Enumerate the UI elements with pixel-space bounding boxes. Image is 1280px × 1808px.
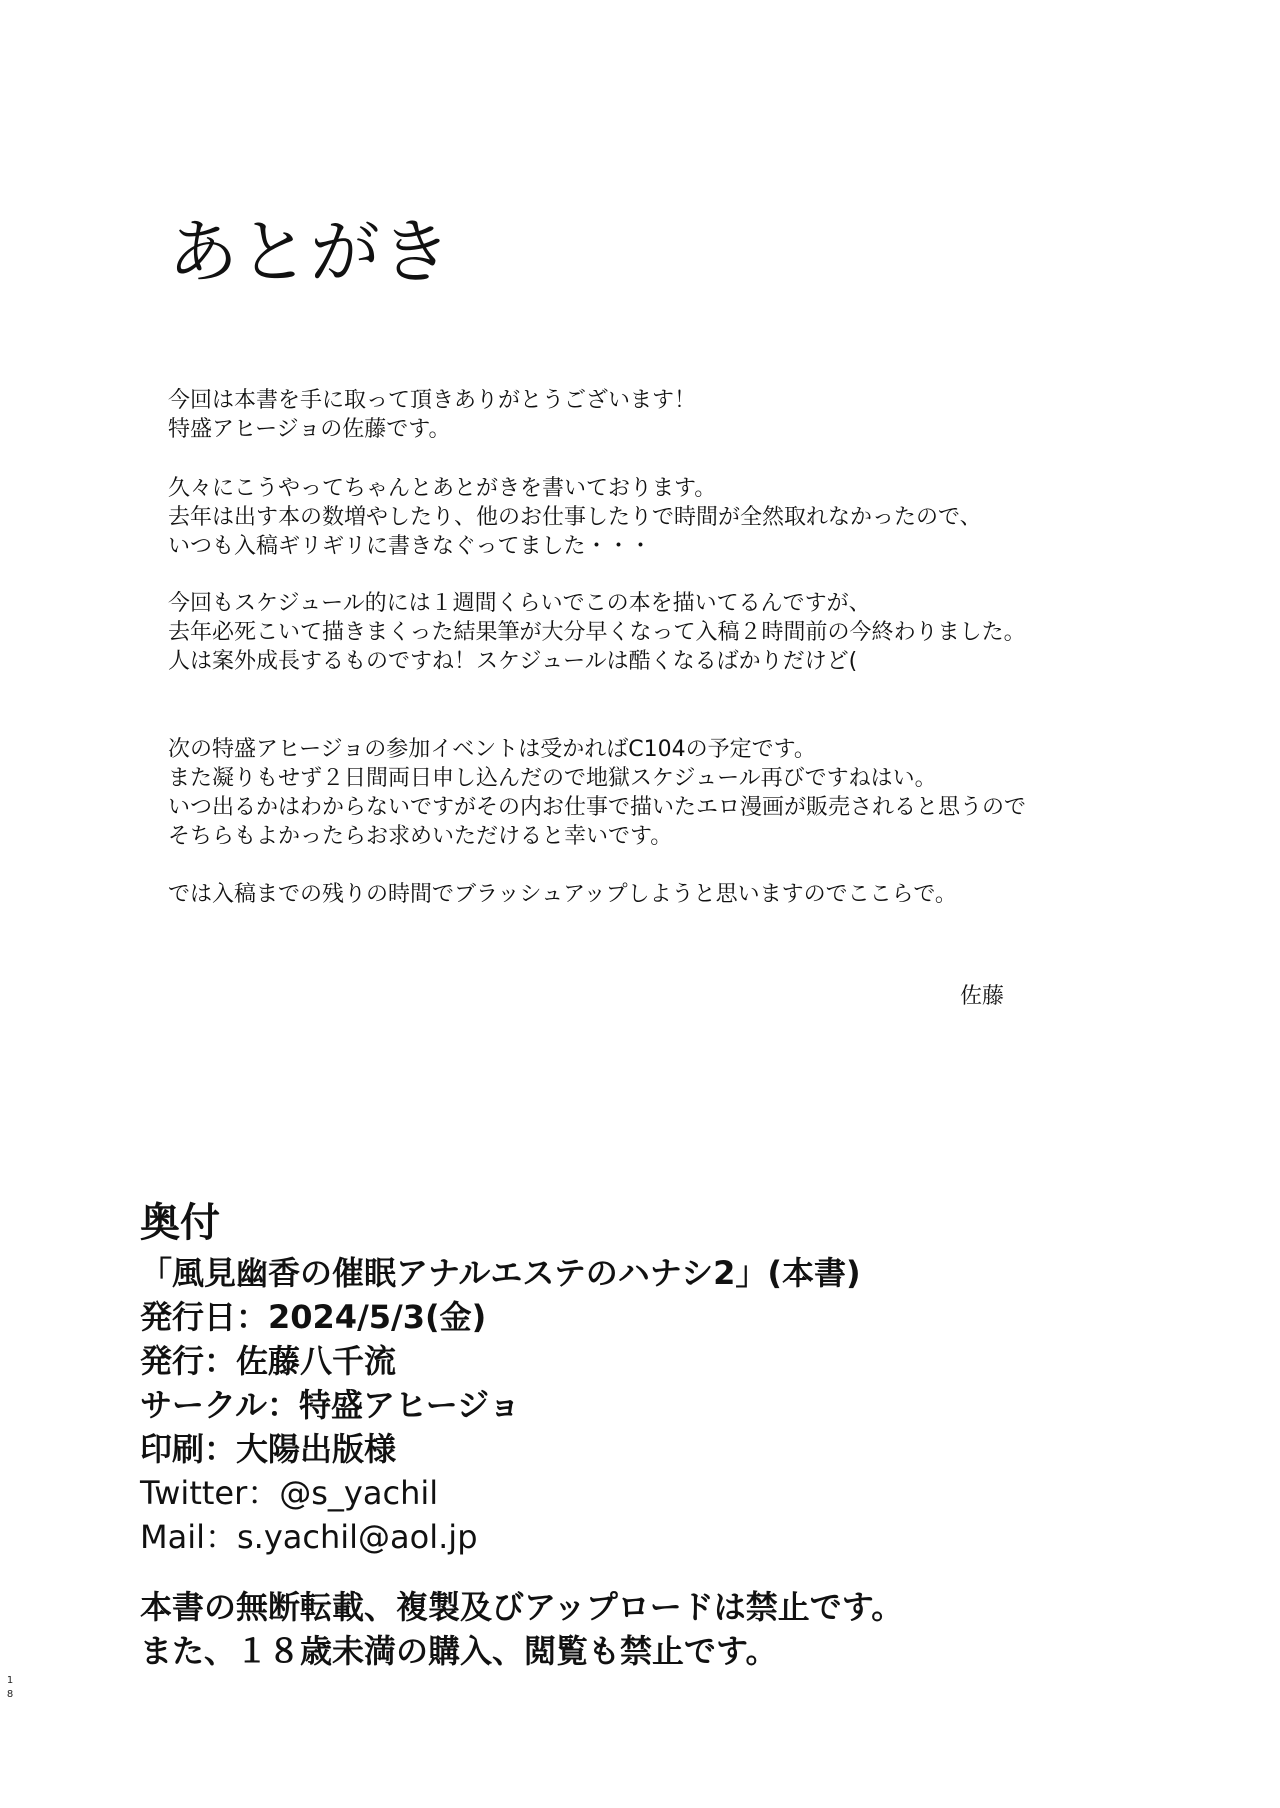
afterword-paragraph-5 [168, 880, 957, 909]
colophon-printer: 印刷：大陽出版様 [140, 1430, 397, 1468]
colophon-twitter: Twitter：@s_yachil [140, 1474, 439, 1512]
afterword-line: いつ出るかはわからないですがその内お仕事で描いたエロ漫画が販売されると思うので [168, 795, 1027, 820]
colophon-mail: Mail：s.yachil@aol.jp [140, 1518, 478, 1556]
afterword-line: また凝りもせず２日間両日申し込んだので地獄スケジュール再びですねはい。 [168, 766, 937, 791]
afterword-line: では入稿までの残りの時間でブラッシュアップしようと思いますのでここらで。 [168, 882, 957, 907]
afterword-line: いつも入稿ギリギリに書きなぐってました・・・ [168, 534, 652, 559]
afterword-signature: 佐藤 [960, 984, 1005, 1009]
notice-line: 本書の無断転載、複製及びアップロードは禁止です。 [140, 1588, 904, 1626]
colophon-release-date: 発行日：2024/5/3(金) [140, 1298, 487, 1336]
afterword-paragraph-4 [168, 735, 1026, 851]
colophon-details [140, 1251, 861, 1559]
afterword-line: 人は案外成長するものですね！スケジュールは酷くなるばかりだけど( [168, 649, 858, 674]
afterword-line: 久々にこうやってちゃんとあとがきを書いております。 [168, 476, 717, 501]
colophon-title: 奥付 [140, 1200, 220, 1246]
colophon-publisher: 発行：佐藤八千流 [140, 1342, 397, 1380]
afterword-line: 去年は出す本の数増やしたり、他のお仕事したりで時間が全然取れなかったので、 [168, 505, 982, 530]
notice-line: また、１８歳未満の購入、閲覧も禁止です。 [140, 1632, 778, 1670]
colophon-book-title: 「風見幽香の催眠アナルエステのハナシ2」(本書) [140, 1254, 861, 1292]
afterword-title: あとがき [168, 211, 452, 293]
copyright-notice [140, 1585, 903, 1673]
afterword-paragraph-2 [168, 474, 982, 561]
afterword-line: 今回もスケジュール的には１週間くらいでこの本を描いてるんですが、 [168, 591, 871, 616]
afterword-line: 今回は本書を手に取って頂きありがとうございます！ [168, 388, 697, 413]
page-number-digit: 1 [6, 1675, 14, 1686]
colophon-circle: サークル：特盛アヒージョ [140, 1386, 521, 1424]
afterword-line: 次の特盛アヒージョの参加イベントは受かればC104の予定です。 [168, 737, 816, 762]
afterword-paragraph-3 [168, 589, 1026, 676]
afterword-line: 去年必死こいて描きまくった結果筆が大分早くなって入稿２時間前の今終わりました。 [168, 620, 1026, 645]
afterword-line: 特盛アヒージョの佐藤です。 [168, 417, 451, 442]
afterword-line: そちらもよかったらお求めいただけると幸いです。 [168, 824, 673, 849]
page-number [4, 1674, 16, 1702]
page-number-digit: 8 [6, 1689, 14, 1700]
afterword-paragraph-1 [168, 386, 696, 444]
